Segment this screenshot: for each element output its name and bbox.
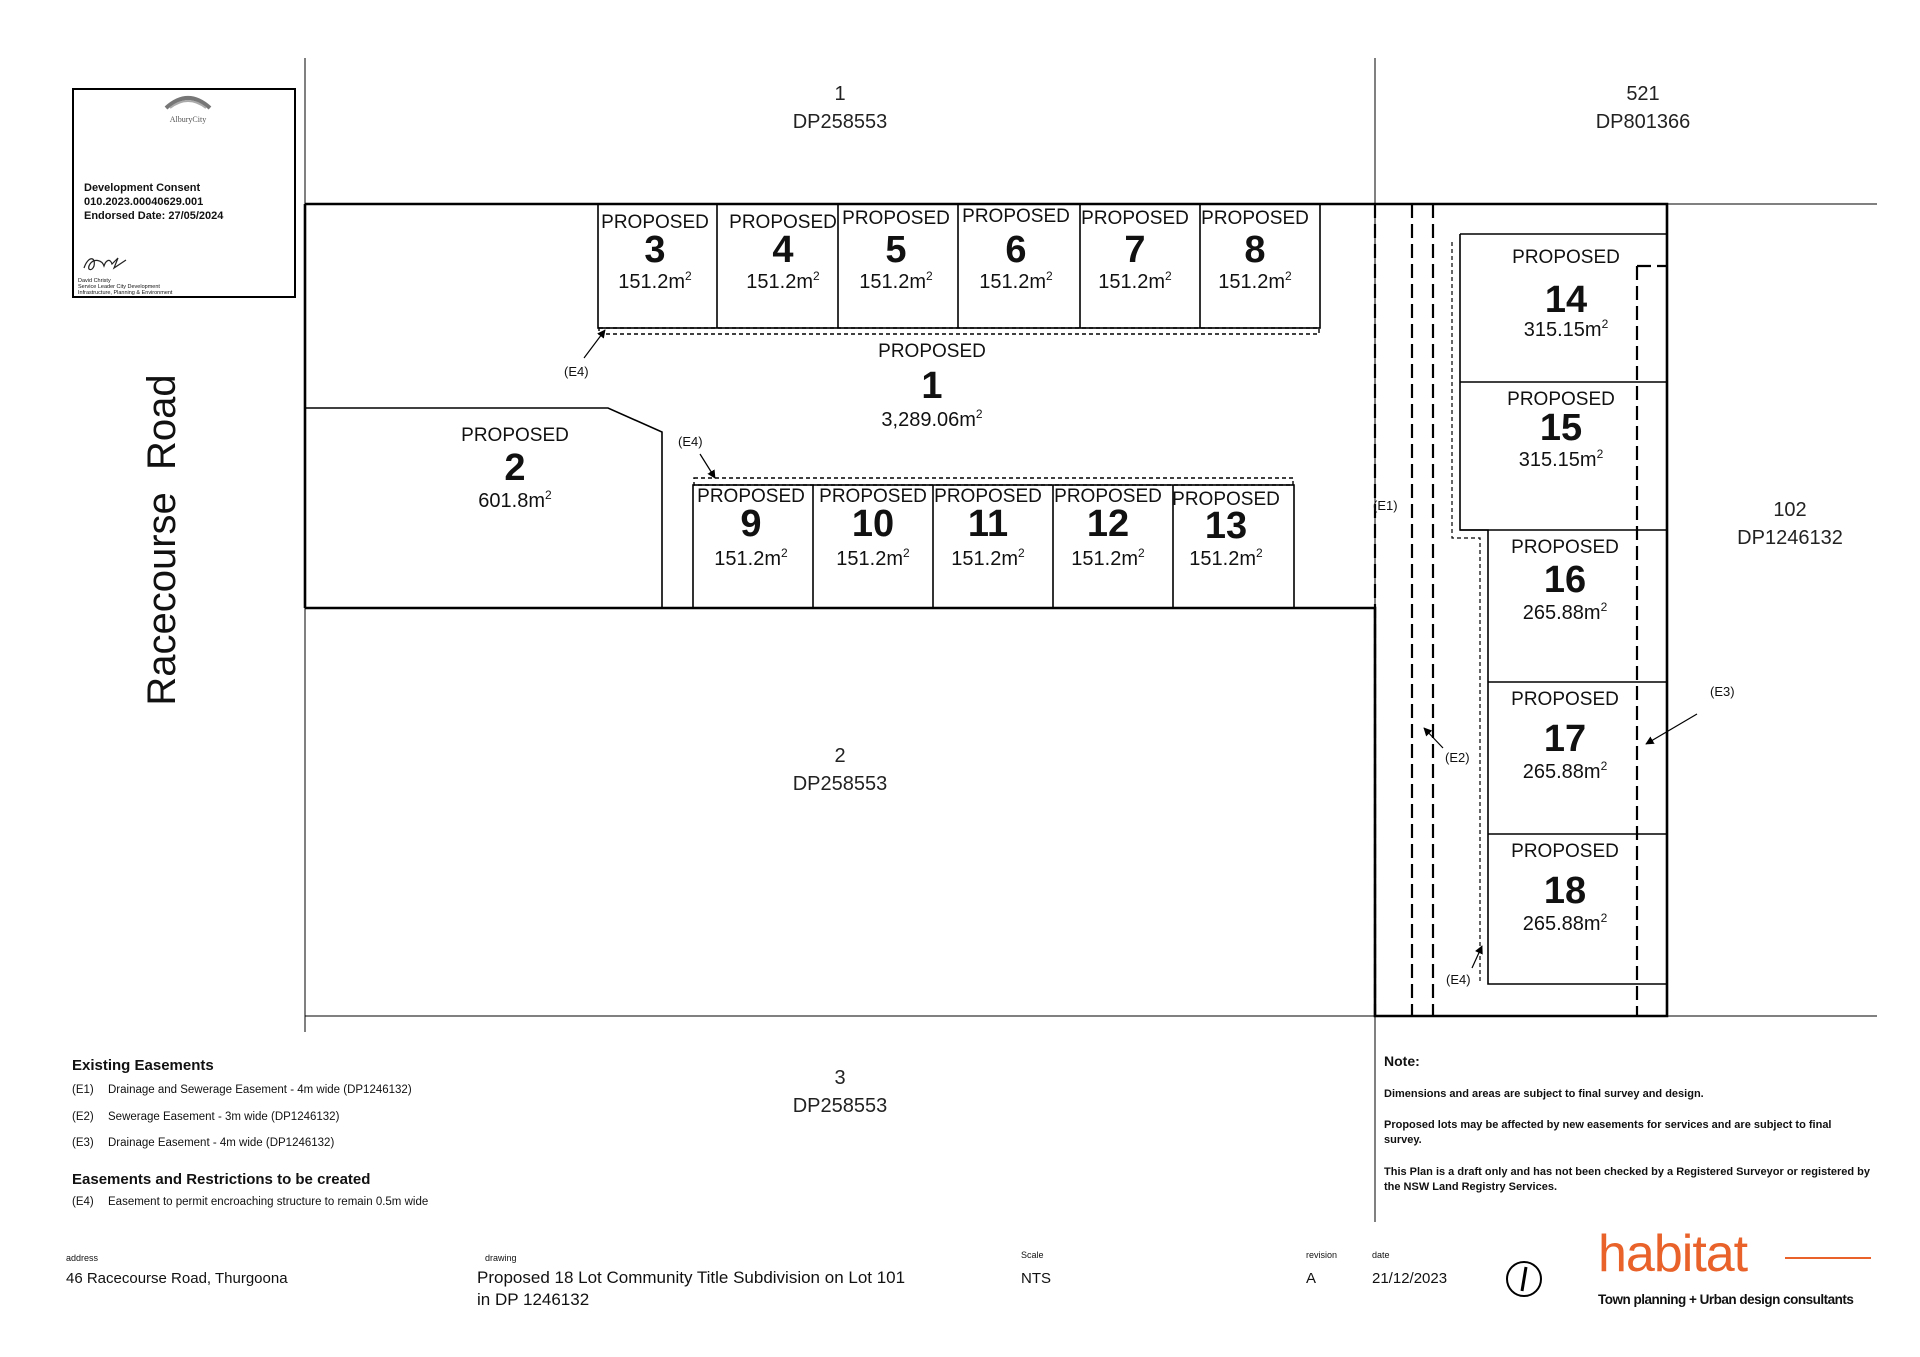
lot-number: 16 (1543, 559, 1587, 601)
lot-area: $315.15m^2$ (1518, 447, 1604, 471)
e4-easement-top (599, 328, 1319, 334)
lot-area: $151.2m^2$ (1098, 269, 1172, 293)
legend-row-e4 (72, 1196, 428, 1208)
lot-label-8 (1201, 208, 1309, 293)
revision-label: revision (1306, 1250, 1338, 1260)
lot-number: 9 (740, 503, 762, 545)
lot-label-9 (697, 486, 805, 570)
development-consent-stamp (72, 88, 296, 298)
lot-area-unit-superscript: 2 (926, 269, 933, 283)
neighbour-south-bottom-lot: 3 (834, 1067, 846, 1089)
lot-proposed-word: PROPOSED (1511, 841, 1619, 862)
lot-area-unit-superscript: 2 (1138, 546, 1145, 560)
lot-label-11 (934, 486, 1042, 570)
lot-area: $151.2m^2$ (979, 269, 1053, 293)
legend-row-e1 (72, 1084, 412, 1096)
lot-proposed-word: PROPOSED (819, 486, 927, 507)
lot-area-unit-superscript: 2 (1018, 546, 1025, 560)
easement-tag-e3: (E3) (1710, 684, 1735, 699)
date-value: 21/12/2023 (1372, 1270, 1448, 1287)
lot-area-unit-superscript: 2 (1046, 269, 1053, 283)
lot-proposed-word: PROPOSED (1512, 247, 1620, 268)
lot-number: 12 (1086, 503, 1130, 545)
neighbour-south-mid-lot: 2 (834, 745, 846, 767)
lot-area-unit-superscript: 2 (1600, 759, 1608, 773)
lot-area: $151.2m^2$ (1189, 546, 1263, 570)
lot-number: 8 (1244, 229, 1266, 271)
lot-label-10 (819, 486, 927, 570)
legend-created-title: Easements and Restrictions to be created (72, 1171, 371, 1188)
consent-title: Development Consent (84, 182, 201, 194)
e4-easement-bottom (694, 478, 1293, 485)
lot-area-unit-superscript: 2 (545, 488, 552, 502)
lot-label-7 (1081, 208, 1189, 293)
drawing-title-line-2: in DP 1246132 (477, 1290, 590, 1309)
neighbour-south-mid-dp: DP258553 (792, 773, 888, 795)
lot-area: $3,289.06m^2$ (881, 407, 983, 431)
lot-area: $151.2m^2$ (618, 269, 692, 293)
note-title: Note: (1384, 1053, 1420, 1069)
legend-text: Sewerage Easement - 3m wide (DP1246132) (108, 1111, 340, 1123)
signatory-role: Service Leader City Development (78, 284, 160, 290)
lot-proposed-word: PROPOSED (1511, 537, 1619, 558)
legend-code: (E4) (72, 1196, 94, 1208)
right-easements (1375, 204, 1667, 1016)
lot-area-unit-superscript: 2 (903, 546, 910, 560)
lot-area-unit-superscript: 2 (1165, 269, 1172, 283)
lot-proposed-word: PROPOSED (697, 486, 805, 507)
lot-area-unit-superscript: 2 (813, 269, 820, 283)
road-name: Racecourse Road (140, 374, 184, 706)
signatory-department: Infrastructure, Planning & Environment (78, 290, 173, 296)
lot-area: $265.88m^2$ (1522, 911, 1608, 935)
drawing-label: drawing (485, 1253, 517, 1263)
note-line-1: Dimensions and areas are subject to final survey and design. (1384, 1088, 1704, 1100)
lot-area-unit-superscript: 2 (1596, 447, 1604, 461)
brand-tagline: Town planning + Urban design consultants (1598, 1292, 1854, 1307)
lot-proposed-word: PROPOSED (1054, 486, 1162, 507)
lot-label-1 (878, 341, 986, 431)
legend-existing-title: Existing Easements (72, 1057, 214, 1074)
lot-area: $151.2m^2$ (746, 269, 820, 293)
lot-number: 14 (1544, 279, 1588, 321)
lot-label-3 (601, 212, 709, 293)
lot-number: 1 (921, 365, 943, 407)
lot-number: 4 (772, 229, 794, 271)
lot-number: 17 (1543, 718, 1587, 760)
lot-proposed-word: PROPOSED (1507, 389, 1615, 410)
lot-area: $315.15m^2$ (1523, 317, 1609, 341)
easement-tag-e4-top: (E4) (564, 364, 589, 379)
legend-code: (E1) (72, 1084, 94, 1096)
lot-label-14 (1512, 247, 1620, 341)
lot-area: $151.2m^2$ (951, 546, 1025, 570)
lot-area: $601.8m^2$ (478, 488, 552, 512)
lot-proposed-word: PROPOSED (1081, 208, 1189, 229)
lot-area: $151.2m^2$ (859, 269, 933, 293)
legend-row-e3 (72, 1137, 334, 1149)
lot-area-unit-superscript: 2 (1285, 269, 1292, 283)
lot-number: 18 (1543, 870, 1587, 912)
brand-logo: habitat (1598, 1225, 1748, 1283)
consent-number: 010.2023.00040629.001 (84, 196, 204, 208)
drawing-title-line-1: Proposed 18 Lot Community Title Subdivision on Lot 101 (477, 1268, 906, 1287)
lot-number: 7 (1124, 229, 1146, 271)
lot-area-unit-superscript: 2 (1600, 600, 1608, 614)
lot-label-13 (1172, 489, 1280, 570)
lot-number: 2 (504, 447, 526, 489)
legend-code: (E2) (72, 1111, 94, 1123)
revision-value: A (1306, 1270, 1317, 1287)
lot-area: $151.2m^2$ (1218, 269, 1292, 293)
legend-code: (E3) (72, 1137, 94, 1149)
lot-area: $151.2m^2$ (836, 546, 910, 570)
lot-label-12 (1054, 486, 1162, 570)
address-value: 46 Racecourse Road, Thurgoona (66, 1270, 288, 1287)
lot-area-unit-superscript: 2 (1600, 911, 1608, 925)
council-logo-icon (160, 94, 216, 110)
legend-text: Drainage and Sewerage Easement - 4m wide (DP1246132) (108, 1084, 412, 1096)
lot-number: 10 (851, 503, 895, 545)
lot-proposed-word: PROPOSED (1511, 689, 1619, 710)
lot-label-18 (1511, 841, 1619, 935)
neighbour-north-right-lot: 521 (1626, 83, 1660, 105)
lot-proposed-word: PROPOSED (842, 208, 950, 229)
lot-area-unit-superscript: 2 (975, 407, 983, 421)
north-arrow-icon (1505, 1260, 1543, 1298)
council-logo (160, 94, 216, 124)
lot-area-unit-superscript: 2 (1256, 546, 1263, 560)
lot-area: $151.2m^2$ (1071, 546, 1145, 570)
lot-area: $265.88m^2$ (1522, 600, 1608, 624)
lot-label-17 (1511, 689, 1619, 783)
brand-rule (1785, 1257, 1871, 1259)
legend-text: Easement to permit encroaching structure to remain 0.5m wide (108, 1196, 429, 1208)
council-name: AlburyCity (169, 115, 207, 124)
lot-proposed-word: PROPOSED (729, 212, 837, 233)
lot-label-4 (729, 212, 837, 293)
lot-number: 11 (967, 503, 1009, 545)
easement-tag-e2: (E2) (1445, 750, 1470, 765)
lot-label-15 (1507, 389, 1615, 471)
lot-number: 6 (1005, 229, 1027, 271)
lot-label-16 (1511, 537, 1619, 624)
easement-arrows (584, 330, 1697, 968)
lot-label-2 (461, 425, 569, 512)
easement-tag-e4-mid: (E4) (678, 434, 703, 449)
neighbour-east-dp: DP1246132 (1737, 527, 1843, 549)
legend-row-e2 (72, 1111, 339, 1123)
neighbour-north-right-dp: DP801366 (1595, 111, 1691, 133)
neighbour-north-left-lot: 1 (834, 83, 846, 105)
lot-area-unit-superscript: 2 (1601, 317, 1609, 331)
neighbour-north-left-dp: DP258553 (792, 111, 888, 133)
lot-proposed-word: PROPOSED (1201, 208, 1309, 229)
lot-number: 15 (1539, 407, 1583, 449)
lot-number: 3 (644, 229, 666, 271)
cadastral-lines (305, 58, 1877, 1222)
easement-tag-e4-right: (E4) (1446, 972, 1471, 987)
note-line-3: This Plan is a draft only and has not been checked by a Registered Surveyor or registered by the NSW Land Registry Services. (1384, 1166, 1870, 1193)
easement-tag-e1: (E1) (1373, 498, 1398, 513)
lot-proposed-word: PROPOSED (878, 341, 986, 362)
lot-area: $151.2m^2$ (714, 546, 788, 570)
lot-proposed-word: PROPOSED (461, 425, 569, 446)
lot-proposed-word: PROPOSED (962, 206, 1070, 227)
lot-area: $265.88m^2$ (1522, 759, 1608, 783)
neighbour-east-lot: 102 (1773, 499, 1807, 521)
legend-text: Drainage Easement - 4m wide (DP1246132) (108, 1137, 335, 1149)
scale-value: NTS (1021, 1270, 1051, 1287)
lot-label-6 (962, 206, 1070, 293)
signature-icon (80, 254, 132, 274)
lot-proposed-word: PROPOSED (934, 486, 1042, 507)
e4-easement-right (1452, 242, 1480, 984)
address-label: address (66, 1253, 99, 1263)
date-label: date (1372, 1250, 1390, 1260)
neighbour-south-bottom-dp: DP258553 (792, 1095, 888, 1117)
lot-number: 13 (1204, 505, 1248, 547)
lot-label-5 (842, 208, 950, 293)
note-line-2: Proposed lots may be affected by new easements for services and are subject to final survey. (1384, 1119, 1832, 1146)
scale-label: Scale (1021, 1250, 1044, 1260)
parcel-outline (305, 204, 1667, 1016)
lot-number: 5 (885, 229, 907, 271)
lot-proposed-word: PROPOSED (601, 212, 709, 233)
signatory-name: David Christy (78, 278, 111, 284)
lot-area-unit-superscript: 2 (685, 269, 692, 283)
lot-area-unit-superscript: 2 (781, 546, 788, 560)
consent-date: Endorsed Date: 27/05/2024 (84, 210, 224, 222)
lot-proposed-word: PROPOSED (1172, 489, 1280, 510)
